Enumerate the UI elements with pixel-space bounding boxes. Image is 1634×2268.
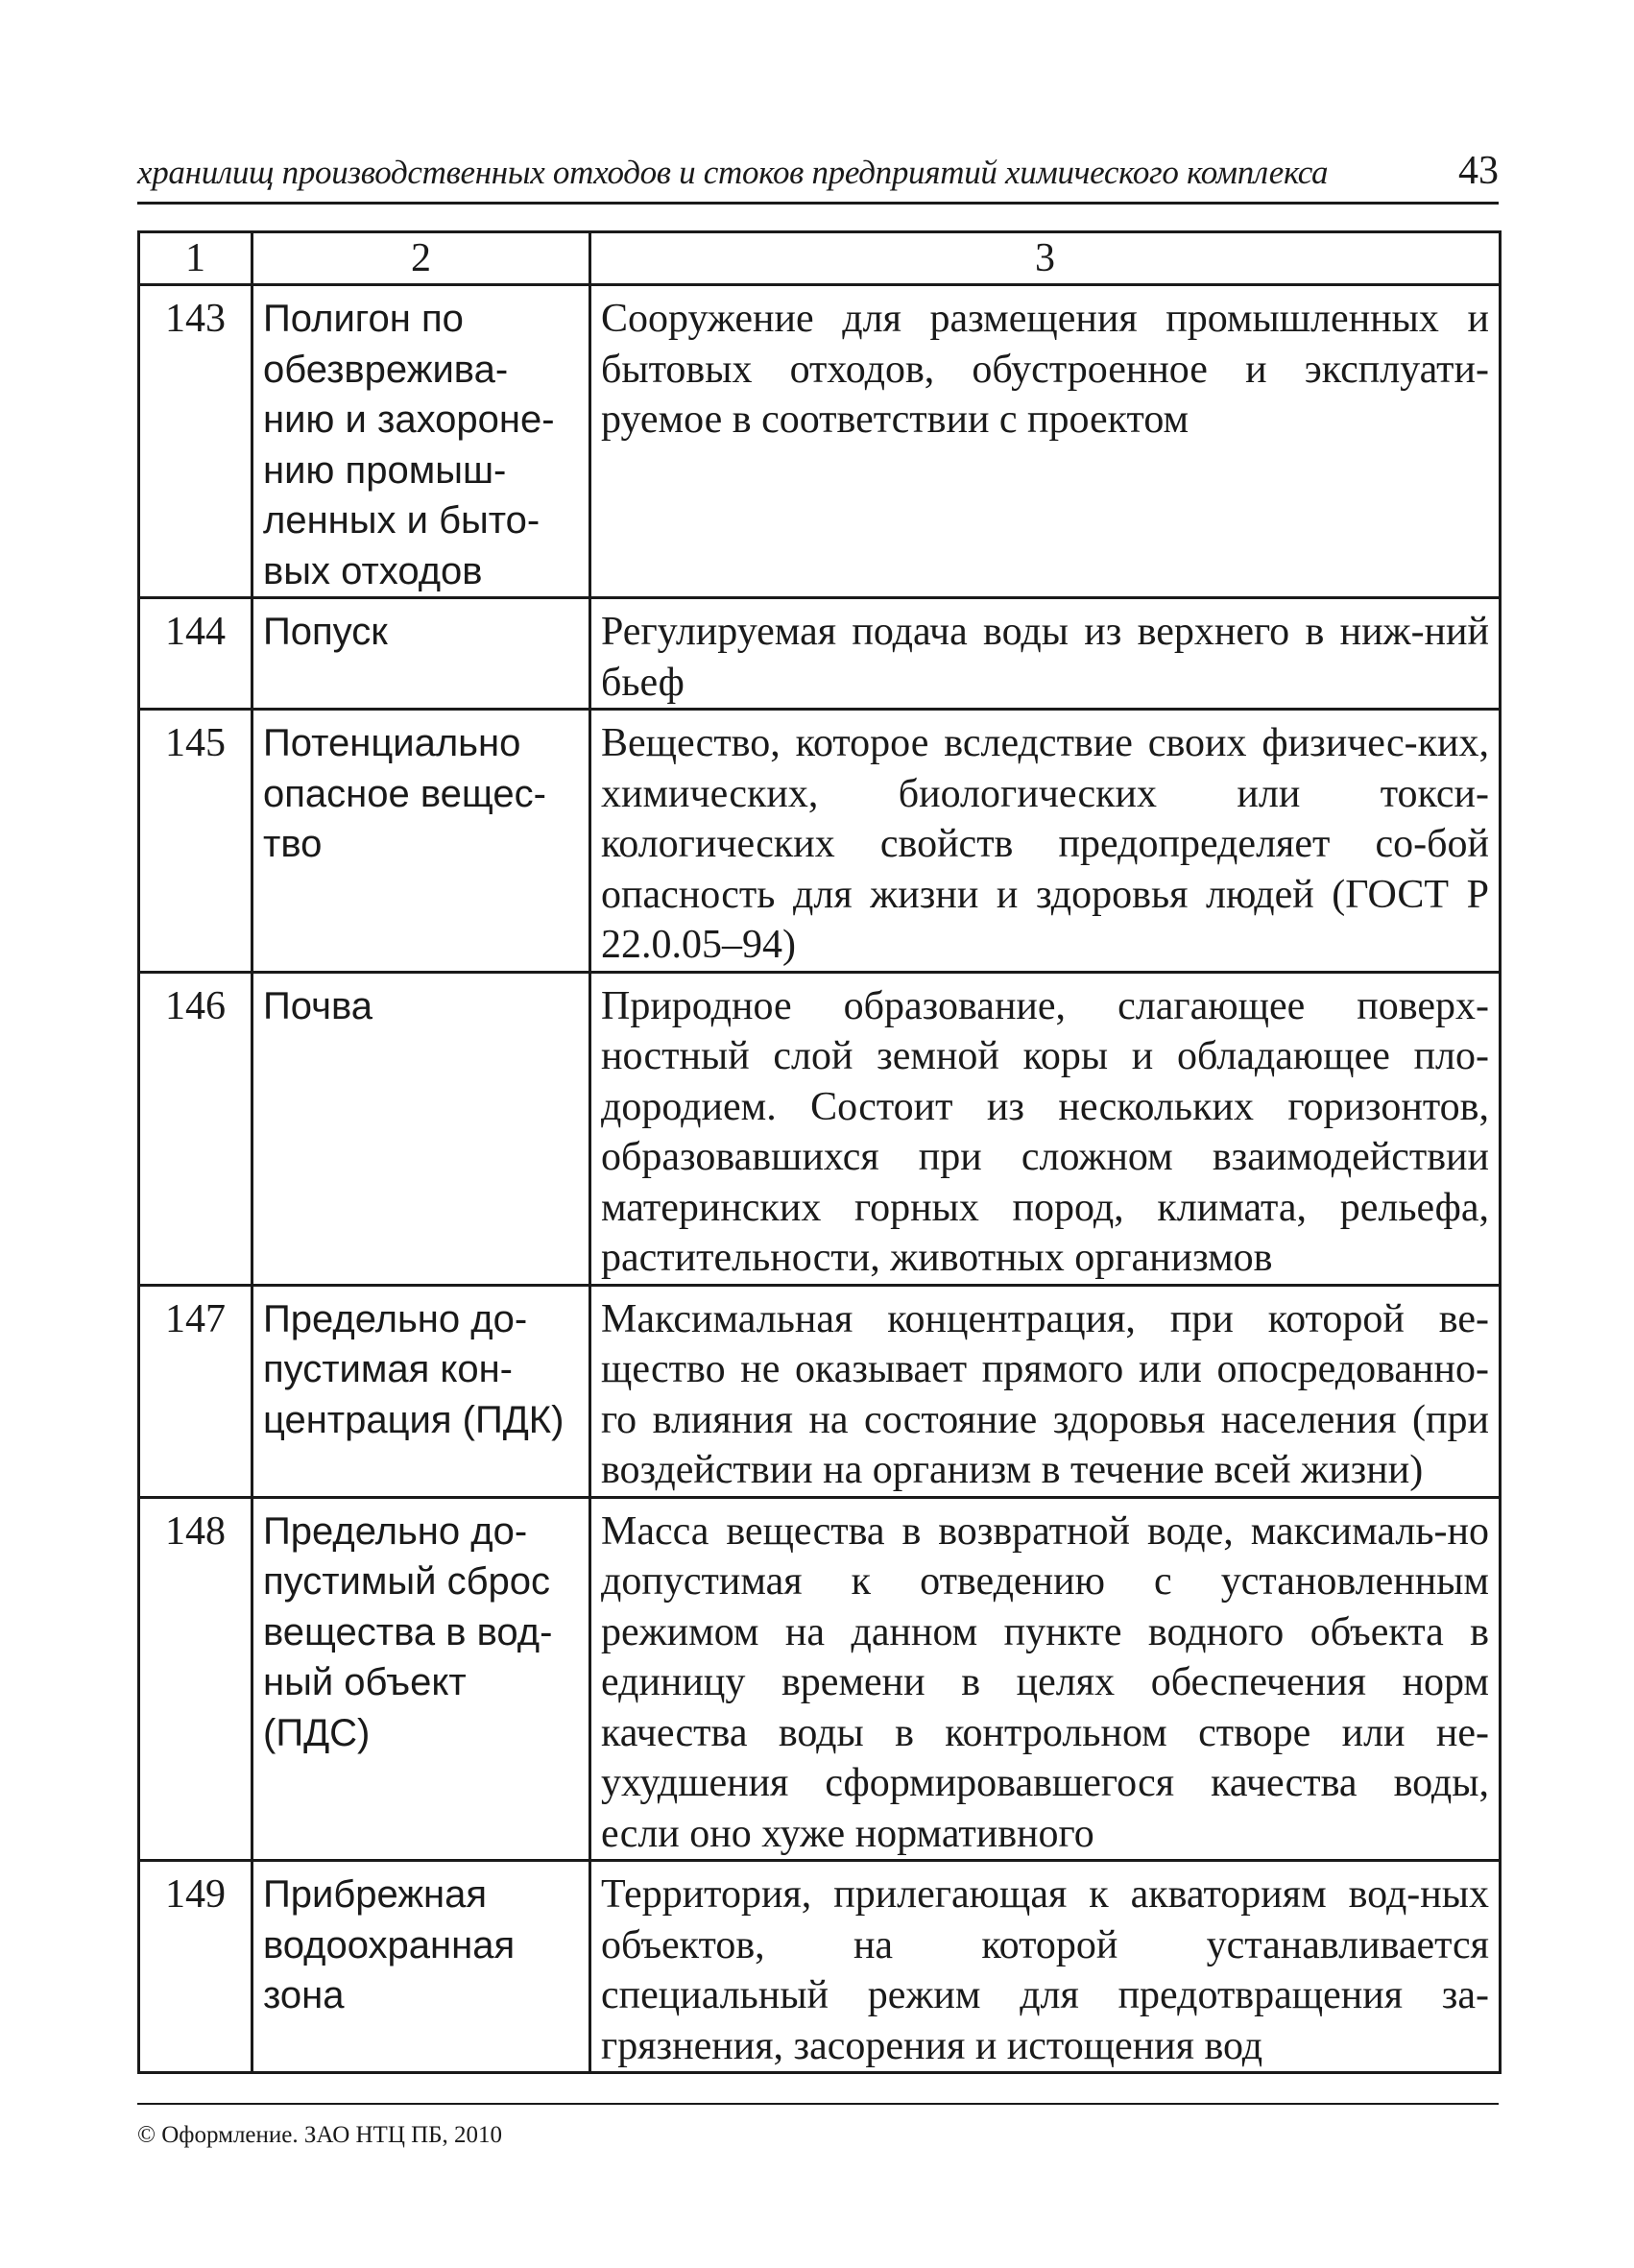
page-number: 43 [1458, 149, 1499, 193]
footer-rule [137, 2103, 1499, 2105]
column-header-term: 2 [252, 232, 590, 285]
row-term: Потенциально опасное вещес-тво [252, 710, 590, 973]
table-row [139, 1285, 1501, 1497]
row-term: Предельно до-пустимая кон-центрация (ПДК) [252, 1285, 590, 1497]
row-definition: Сооружение для размещения промышленных и бытовых отходов, обустроенное и эксплуати-руемое в соответствии с проектом [590, 285, 1501, 598]
row-term: Прибрежная водоохранная зона [252, 1861, 590, 2073]
row-number: 145 [139, 710, 252, 973]
row-term: Попуск [252, 598, 590, 710]
column-header-definition: 3 [590, 232, 1501, 285]
table-row [139, 598, 1501, 710]
glossary-table [137, 230, 1502, 2074]
table-row [139, 1497, 1501, 1861]
table-header-row [139, 232, 1501, 285]
copyright-footer: © Оформление. ЗАО НТЦ ПБ, 2010 [137, 2122, 503, 2148]
row-definition: Природное образование, слагающее поверх-ностный слой земной коры и обладающее пло-дородием. Состоит из нескольких горизонтов, образовавшихся при сложном взаимодействии материнских горных пород, климата, рельефа, растительности, животных организмов [590, 972, 1501, 1285]
row-definition: Вещество, которое вследствие своих физичес-ких, химических, биологических или токси-кологических свойств предопределяет со-бой опасность для жизни и здоровья людей (ГОСТ Р 22.0.05–94) [590, 710, 1501, 973]
row-term: Предельно до-пустимый сброс вещества в вод-ный объект (ПДС) [252, 1497, 590, 1861]
row-number: 148 [139, 1497, 252, 1861]
column-header-number: 1 [139, 232, 252, 285]
row-definition: Регулируемая подача воды из верхнего в ниж-ний бьеф [590, 598, 1501, 710]
header-rule [137, 202, 1499, 205]
row-definition: Максимальная концентрация, при которой ве-щество не оказывает прямого или опосредованно-го влияния на состояние здоровья населения (при воздействии на организм в течение всей жизни) [590, 1285, 1501, 1497]
row-number: 144 [139, 598, 252, 710]
page-header [137, 144, 1499, 200]
table-row [139, 1861, 1501, 2073]
table-row [139, 972, 1501, 1285]
running-header-title: хранилищ производственных отходов и стоков предприятий химического комплекса [137, 154, 1329, 191]
row-term: Полигон по обезврежива-нию и захороне-нию промыш-ленных и быто-вых отходов [252, 285, 590, 598]
row-definition: Масса вещества в возвратной воде, максималь-но допустимая к отведению с установленным режимом на данном пункте водного объекта в единицу времени в целях обеспечения норм качества воды в контрольном створе или не-ухудшения сформировавшегося качества воды, если оно хуже нормативного [590, 1497, 1501, 1861]
table-row [139, 285, 1501, 598]
row-term: Почва [252, 972, 590, 1285]
row-number: 147 [139, 1285, 252, 1497]
row-number: 149 [139, 1861, 252, 2073]
row-number: 146 [139, 972, 252, 1285]
table-row [139, 710, 1501, 973]
row-definition: Территория, прилегающая к акваториям вод-ных объектов, на которой устанавливается специальный режим для предотвращения за-грязнения, засорения и истощения вод [590, 1861, 1501, 2073]
row-number: 143 [139, 285, 252, 598]
